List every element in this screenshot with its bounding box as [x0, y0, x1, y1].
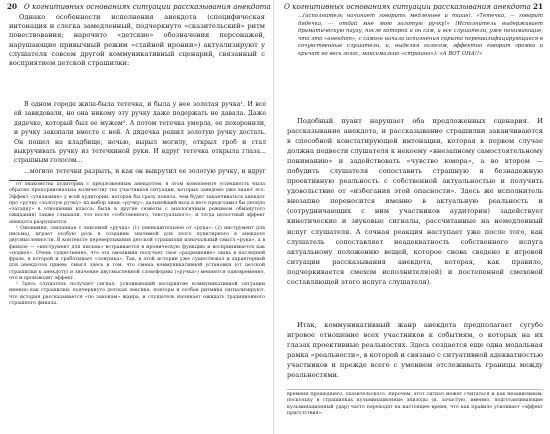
- footnote-1: ¹ Омонимия, связанная с лексемой «ручка» (1) уменьшительное от «рука»; (2) инструмент для письма), играет особую роль в создании значимой для этого пунктирного в анекдоте двусмысленности. В контексте перевертывания детской страшилки изначальный смысл «рука», а в финале — «инструмент для письма» встраивается в ироническую функцию и воспринимается как «подвох». Очень существенно, что эта омонимия получает свое «разрешение» лишь в последней фразе, в которой и срабатывает «ловушка». Так, в этой истории уже существовал и характерный для анекдотов прием; смысл здесь в том, что смена коммуникативной установки (от детской страшилки к анекдоту) и значение двусмысленной словоформы («ручка») меняются одновременно, что и производит эффект.: [9, 225, 265, 281]
- footnote-rule: [287, 389, 543, 390]
- footnote-rule: [9, 180, 77, 181]
- quote-paragraph: В одном городе жила-была тетечка, и была у нее золотая ручка¹. И все ей завидовали, но она никому эту ручку даже подержать не давала. Даже дядечке, который был ее мужем². А потом тетечка умерла, ее похоронили, и ручку закопали вместе с ней. А дядечка решил золотую ручку достать. Он пошел на кладбище, ночью, вырыл могилу, открыл гроб и стал выкручивать ручку из тетечкиной руки. И вдруг тетечка открыла глаза... страшным голосом...: [14, 101, 266, 165]
- page-number-left: 20: [7, 2, 18, 11]
- quotation-continuation: ...(исполнитель начинает говорить медленнее и тише). «Тетечка, — говорит дядечка, — отдай мне мою золотую ручку!» (Исполнитель выдерживает драматическую паузу, после которой и он сам, и все слушатели, уже понимающие, что это «анекдот», с самого начала исполнения скрыто переквалифицирующиеся в сочувственные слушатели, и, выделяя голосом, эффектно говорит громко и кричит во весь голос, максимально «страшно»): «А ВОТ ОНА!!»: [298, 13, 543, 57]
- paragraph: Однако особенности исполнения анекдота (специфическая интонация и слегка замедленный, подчеркнуто «сказительский» ритм повествования; нарочито «детские» обозначения персонажей, нарушающие привычный режим «стайной иронии») актуализируют у слушателя совсем другой коммуникативный сценарий, связанный с восприятием детской страшилки:: [9, 13, 265, 68]
- right-page: [276, 0, 550, 434]
- footnote-continuation: от знакомства аудитории с предложенным анекдотом, в этом компоненте успешность была обратно пропорциональна количеству тех участников ситуации, которые заведомо уже знают его. Эффект «узнавания» у всей аудитории, которая бы сразу поняла, чем будет заканчиваться анекдот про «ручку «золотую ручку» на выбор лишь «ручку», дальнейший вход в него представил бы легкую «загадку» в отношении класса: были в другие сюжеты с аналогичным режимом обманутого ожидания) также слышали, что после «собственного, текстуального», и тогда целостный эффект анекдота разрушается.: [9, 182, 265, 225]
- page-number-right: 21: [532, 2, 543, 11]
- paragraph: Итак, коммуникативный жанр анекдота предполагает сугубо игровое отношение всех участников к событиям, о которых на их глазах проективные реальностях. Здесь создается еще одна модальная рамка «реальности», в которой и связано с ситуативной адекватностью участников и прежде всего с умением отслеживать границы между реальностями.: [287, 321, 543, 380]
- running-head-left: [7, 2, 271, 12]
- running-head-right: [284, 2, 543, 12]
- page-gutter: [273, 0, 274, 434]
- quotation-block: [14, 100, 266, 176]
- footnote-continuation: времени прошедшего, сказительского. Впрочем, этот сигнал может считаться и как независимым, поскольку в страшилках кульминационные эпизоды (и, зачастую, именно, подготавливающие кульминационный удар) часто переходят на настоящее время, что как правило усиливает «эффект присутствия».: [287, 392, 543, 416]
- paragraph: Подобный пуант нарушает оба предложенных сценария. И рассказывание анекдота, и рассказывание страшилки заканчиваются в способной констатирующей интонации, которая в первом случае должна подвести слушателя к некоему «внезапному самостоятельному пониманию» и задействовать «чувство юмора», а во втором — побудить слушателя сопоставить страшную и безнадежную проективную реальность с собственной актуальностью и получить удовольствие от «избегания этой опасности». Здесь же исполнитель внезапно переносится именно в актуальную реальность и (сотрудничающих с ним участников аудитории) задействует кинетические и звуковые сигналы, рассчитанные на немедленный испуг слушателя. А сочная реакция наступает уже после того, как слушатель сопоставляет неадекватность собственного испуга актуальному положению вещей, которое снова сведено к игровой ситуации рассказывания анекдота, которая, как правило, подчеркивается смехом исполнителя(ей) и постепенной смеховой составляющей этого испуга слушателя).: [287, 117, 543, 286]
- running-head-title-left: О когнитивных основаниях ситуации рассказывания анекдота: [23, 2, 271, 11]
- footnote-2: ² Здесь слушатель получает сигнал, усиливающий восприятие коммуникативной ситуации именно как страшилки: подчеркнуто детская лексика, повторы и особая ритмика сигнализируют, что история рассказывается «по законам» жанра, и слушатель начинает ожидать традиционного страшного финала.: [9, 282, 265, 306]
- running-head-title-right: О когнитивных основаниях ситуации рассказывания анекдота: [284, 2, 531, 11]
- quote-paragraph: ...могиле тетечки разрыть, и как он выкрутил ее золотую ручку, и вдруг: [24, 168, 266, 176]
- footnotes: [9, 182, 265, 432]
- left-page: [0, 0, 272, 434]
